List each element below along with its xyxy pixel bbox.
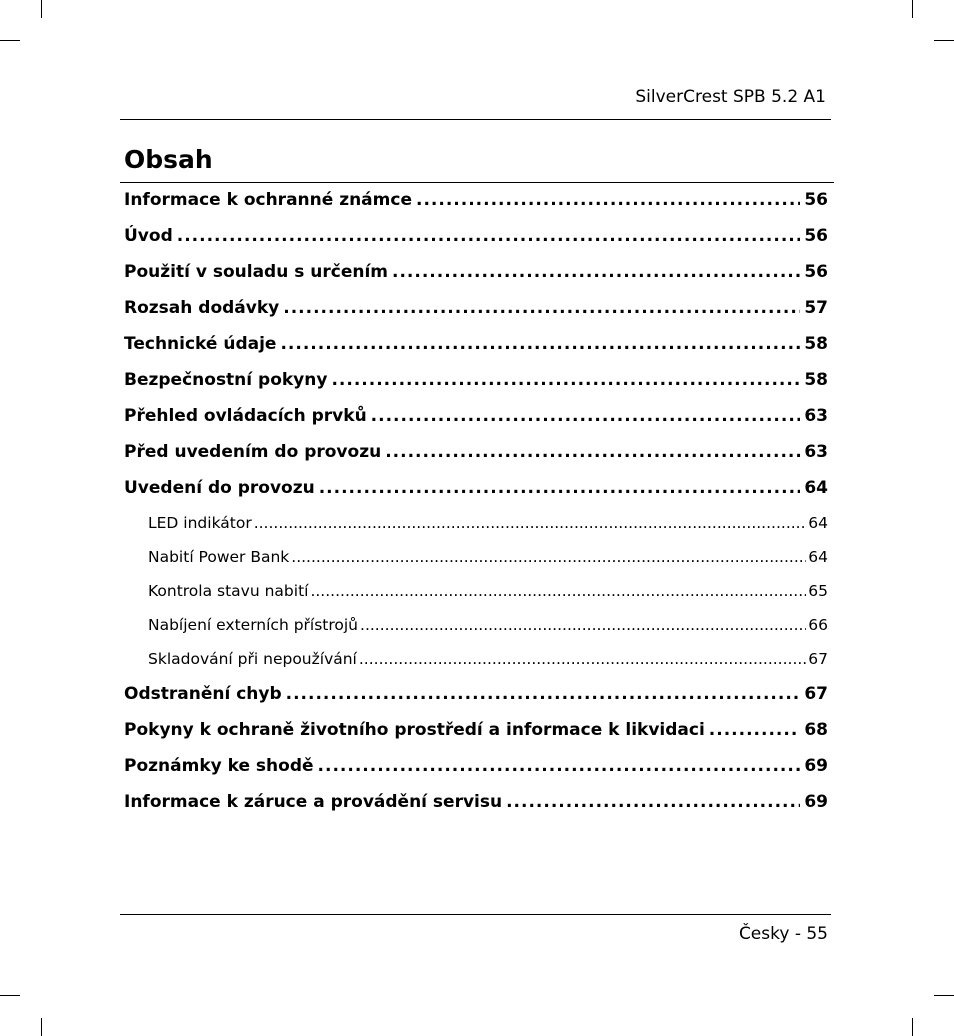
crop-mark-top-left-vertical xyxy=(41,0,42,18)
toc-entry-page-number: 64 xyxy=(808,548,828,566)
toc-entry-label: Pokyny k ochraně životního prostředí a informace k likvidaci xyxy=(124,720,705,740)
toc-entry-label: Bezpečnostní pokyny xyxy=(124,370,328,390)
toc-entry-label: Informace k ochranné známce xyxy=(124,190,412,210)
toc-leader-dots xyxy=(318,748,801,784)
toc-leader-dots xyxy=(371,398,801,434)
toc-entry[interactable] xyxy=(124,362,828,398)
toc-entry[interactable] xyxy=(124,748,828,784)
toc-entry-label: Uvedení do provozu xyxy=(124,478,315,498)
toc-entry-label: Kontrola stavu nabití xyxy=(148,582,309,600)
toc-leader-dots xyxy=(359,642,806,676)
toc-entry-page-number: 64 xyxy=(808,514,828,532)
toc-entry-page-number: 64 xyxy=(804,478,828,498)
crop-mark-top-right-horizontal xyxy=(934,40,954,41)
toc-entry-page-number: 69 xyxy=(804,756,828,776)
toc-entry-label: Skladování při nepoužívání xyxy=(148,650,357,668)
toc-leader-dots xyxy=(416,182,800,218)
toc-entry-page-number: 63 xyxy=(804,406,828,426)
toc-entry[interactable] xyxy=(124,712,828,748)
toc-entry-page-number: 69 xyxy=(804,792,828,812)
toc-entry-label: LED indikátor xyxy=(148,514,252,532)
toc-leader-dots xyxy=(319,470,801,506)
toc-entry-page-number: 56 xyxy=(804,226,828,246)
toc-entry-label: Před uvedením do provozu xyxy=(124,442,382,462)
toc-leader-dots xyxy=(254,506,807,540)
crop-mark-bottom-right-horizontal xyxy=(934,995,954,996)
toc-entry-label: Nabití Power Bank xyxy=(148,548,290,566)
toc-entry-page-number: 67 xyxy=(808,650,828,668)
toc-entry[interactable] xyxy=(124,182,828,218)
toc-entry-page-number: 58 xyxy=(804,334,828,354)
footer-rule xyxy=(120,914,831,915)
crop-mark-bottom-left-horizontal xyxy=(0,995,20,996)
toc-entry[interactable] xyxy=(124,434,828,470)
toc-leader-dots xyxy=(291,540,806,574)
toc-leader-dots xyxy=(709,712,801,748)
toc-leader-dots xyxy=(286,676,801,712)
toc-subentry[interactable] xyxy=(124,642,828,676)
toc-entry[interactable] xyxy=(124,470,828,506)
toc-leader-dots xyxy=(331,362,800,398)
toc-entry-label: Použití v souladu s určením xyxy=(124,262,388,282)
toc-entry-label: Přehled ovládacích prvků xyxy=(124,406,367,426)
toc-entry-page-number: 66 xyxy=(808,616,828,634)
toc-entry[interactable] xyxy=(124,290,828,326)
toc-entry-label: Poznámky ke shodě xyxy=(124,756,314,776)
toc-entry-page-number: 57 xyxy=(804,298,828,318)
toc-entry-label: Odstranění chyb xyxy=(124,684,282,704)
toc-heading: Obsah xyxy=(124,145,213,174)
toc-leader-dots xyxy=(283,290,800,326)
toc-leader-dots xyxy=(177,218,801,254)
toc-entry-page-number: 56 xyxy=(804,190,828,210)
toc-leader-dots xyxy=(280,326,800,362)
crop-mark-bottom-left-vertical xyxy=(41,1018,42,1036)
toc-entry-page-number: 63 xyxy=(804,442,828,462)
table-of-contents xyxy=(124,182,828,820)
toc-subentry[interactable] xyxy=(124,574,828,608)
toc-entry-page-number: 56 xyxy=(804,262,828,282)
toc-entry-label: Nabíjení externích přístrojů xyxy=(148,616,359,634)
toc-entry[interactable] xyxy=(124,398,828,434)
document-header-title: SilverCrest SPB 5.2 A1 xyxy=(635,87,826,107)
toc-entry-label: Technické údaje xyxy=(124,334,277,354)
toc-entry[interactable] xyxy=(124,676,828,712)
toc-entry-label: Rozsah dodávky xyxy=(124,298,280,318)
toc-entry-page-number: 67 xyxy=(804,684,828,704)
toc-subentry[interactable] xyxy=(124,540,828,574)
crop-mark-top-left-horizontal xyxy=(0,40,20,41)
toc-entry-page-number: 68 xyxy=(804,720,828,740)
crop-mark-bottom-right-vertical xyxy=(912,1018,913,1036)
toc-subentry[interactable] xyxy=(124,608,828,642)
toc-entry[interactable] xyxy=(124,784,828,820)
toc-leader-dots xyxy=(392,254,800,290)
toc-leader-dots xyxy=(385,434,800,470)
toc-entry-label: Informace k záruce a provádění servisu xyxy=(124,792,503,812)
toc-entry[interactable] xyxy=(124,218,828,254)
toc-entry[interactable] xyxy=(124,326,828,362)
header-rule xyxy=(120,119,831,120)
crop-mark-top-right-vertical xyxy=(912,0,913,18)
toc-entry[interactable] xyxy=(124,254,828,290)
toc-entry-page-number: 58 xyxy=(804,370,828,390)
page-footer: Česky - 55 xyxy=(738,924,828,944)
toc-entry-page-number: 65 xyxy=(808,582,828,600)
toc-leader-dots xyxy=(360,608,806,642)
toc-subentry[interactable] xyxy=(124,506,828,540)
toc-leader-dots xyxy=(310,574,806,608)
toc-entry-label: Úvod xyxy=(124,226,173,246)
toc-leader-dots xyxy=(506,784,800,820)
